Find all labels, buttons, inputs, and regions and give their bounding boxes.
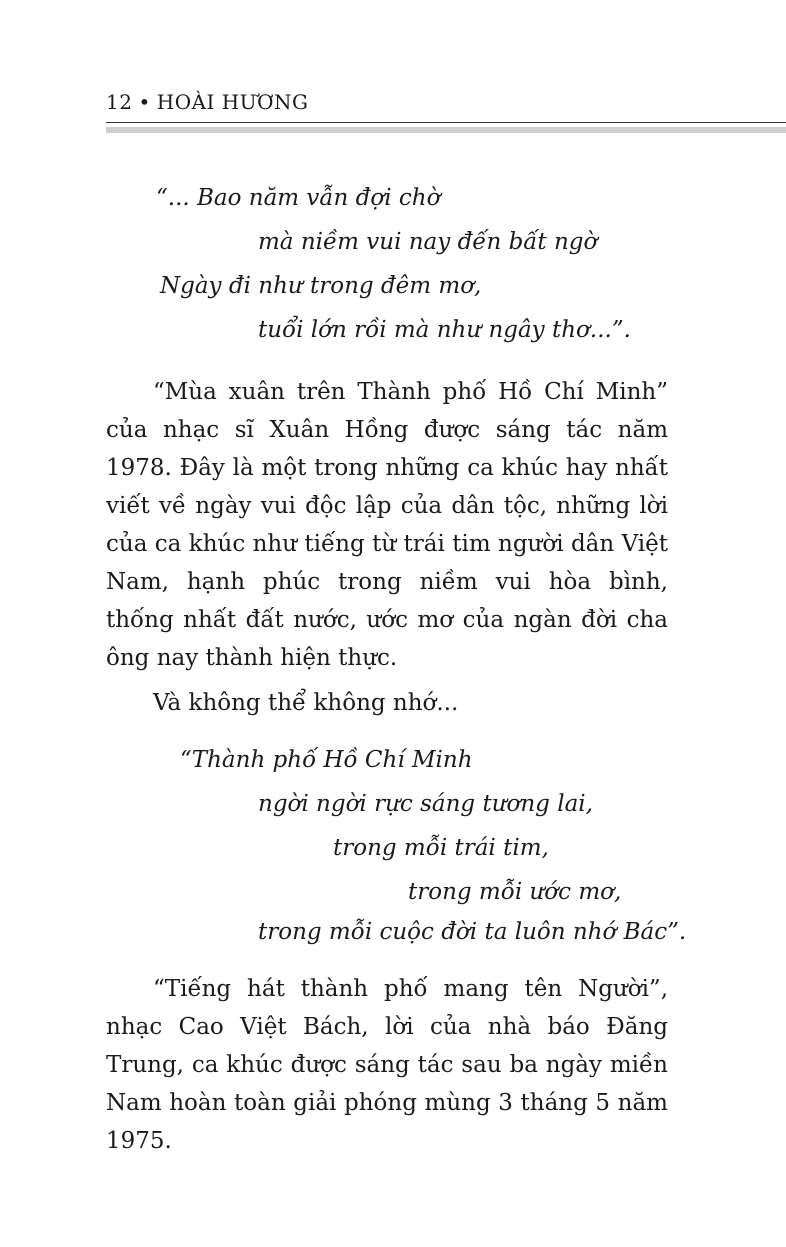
page-number: 12 xyxy=(106,90,133,114)
header-rule-thick xyxy=(106,127,786,133)
header-rule-thin xyxy=(106,122,786,123)
verse1-line-3: Ngày đi như trong đêm mơ, xyxy=(160,273,482,299)
paragraph-1: “Mùa xuân trên Thành phố Hồ Chí Minh” của nhạc sĩ Xuân Hồng được sáng tác năm 1978. Đây là một trong những ca khúc hay nhất viết về ngày vui độc lập của dân tộc, những lời của ca khúc như tiếng từ trái tim người dân Việt Nam, hạnh phúc trong niềm vui hòa bình, thống nhất đất nước, ước mơ của ngàn đời cha ông nay thành hiện thực. xyxy=(106,379,668,671)
verse2-line-5: trong mỗi cuộc đời ta luôn nhớ Bác”. xyxy=(258,919,687,945)
paragraph-2: Và không thể không nhớ... xyxy=(153,690,459,716)
running-header xyxy=(106,90,308,114)
verse1-line-1: “... Bao năm vẫn đợi chờ xyxy=(156,185,441,211)
verse1-line-4: tuổi lớn rồi mà như ngây thơ...”. xyxy=(258,317,631,343)
header-separator: • xyxy=(138,90,151,114)
verse2-line-1: “Thành phố Hồ Chí Minh xyxy=(180,747,473,773)
book-title: HOÀI HƯƠNG xyxy=(156,90,309,114)
verse1-line-2: mà niềm vui nay đến bất ngờ xyxy=(258,229,598,255)
paragraph-3: “Tiếng hát thành phố mang tên Người”, nhạc Cao Việt Bách, lời của nhà báo Đăng Trung, ca khúc được sáng tác sau ba ngày miền Nam hoàn toàn giải phóng mùng 3 tháng 5 năm 1975. xyxy=(106,976,668,1154)
verse2-line-4: trong mỗi ước mơ, xyxy=(408,879,622,905)
verse2-line-3: trong mỗi trái tim, xyxy=(333,835,549,861)
verse2-line-2: ngời ngời rực sáng tương lai, xyxy=(258,791,593,817)
